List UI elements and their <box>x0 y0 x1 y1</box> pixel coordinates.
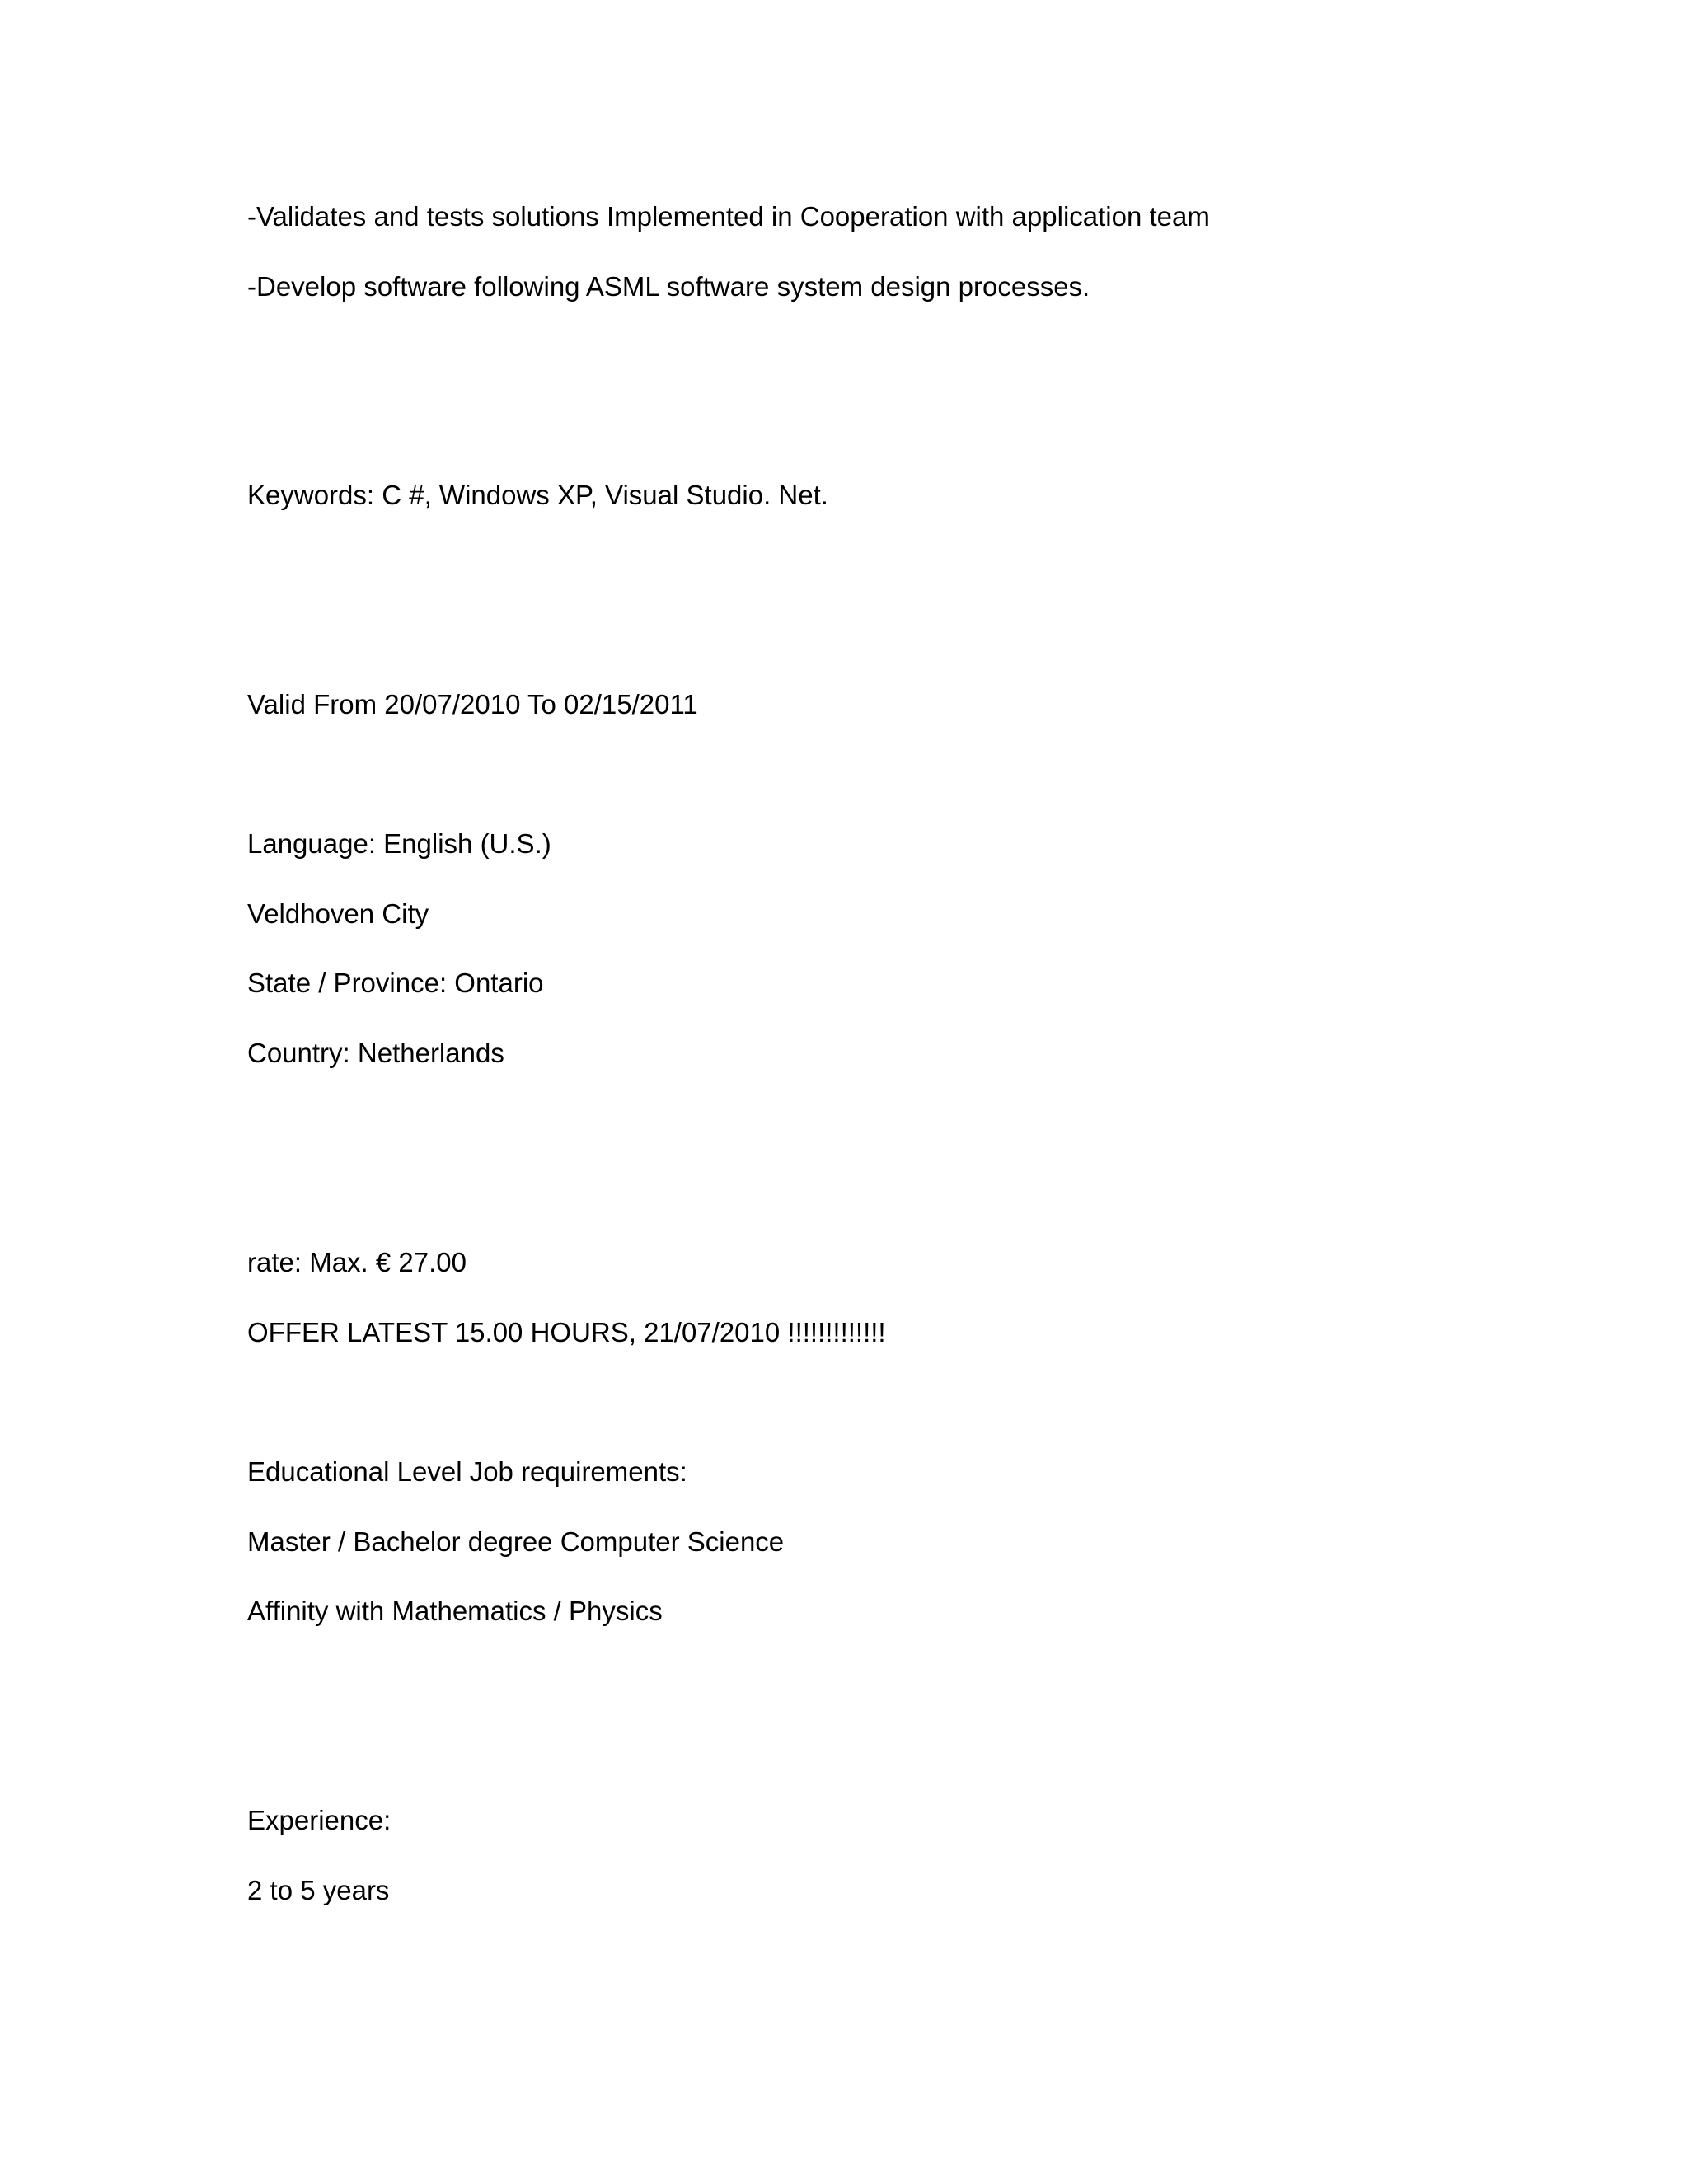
rate-line: rate: Max. € 27.00 <box>247 1247 467 1277</box>
validity-period: Valid From 20/07/2010 To 02/15/2011 <box>247 689 698 719</box>
keywords-line: Keywords: C #, Windows XP, Visual Studio. Net. <box>247 480 828 510</box>
experience-heading: Experience: <box>247 1805 392 1835</box>
country-line: Country: Netherlands <box>247 1038 504 1068</box>
responsibility-develop: -Develop software following ASML software system design processes. <box>247 271 1090 302</box>
education-heading: Educational Level Job requirements: <box>247 1456 687 1487</box>
affinity-requirement: Affinity with Mathematics / Physics <box>247 1596 663 1626</box>
responsibility-validates: -Validates and tests solutions Implemented in Cooperation with application team <box>247 201 1210 232</box>
language-line: Language: English (U.S.) <box>247 828 551 859</box>
degree-requirement: Master / Bachelor degree Computer Science <box>247 1526 785 1557</box>
city-line: Veldhoven City <box>247 898 429 929</box>
experience-years: 2 to 5 years <box>247 1875 390 1905</box>
offer-deadline: OFFER LATEST 15.00 HOURS, 21/07/2010 !!!!!!!!!!!!! <box>247 1317 886 1347</box>
province-line: State / Province: Ontario <box>247 968 544 998</box>
